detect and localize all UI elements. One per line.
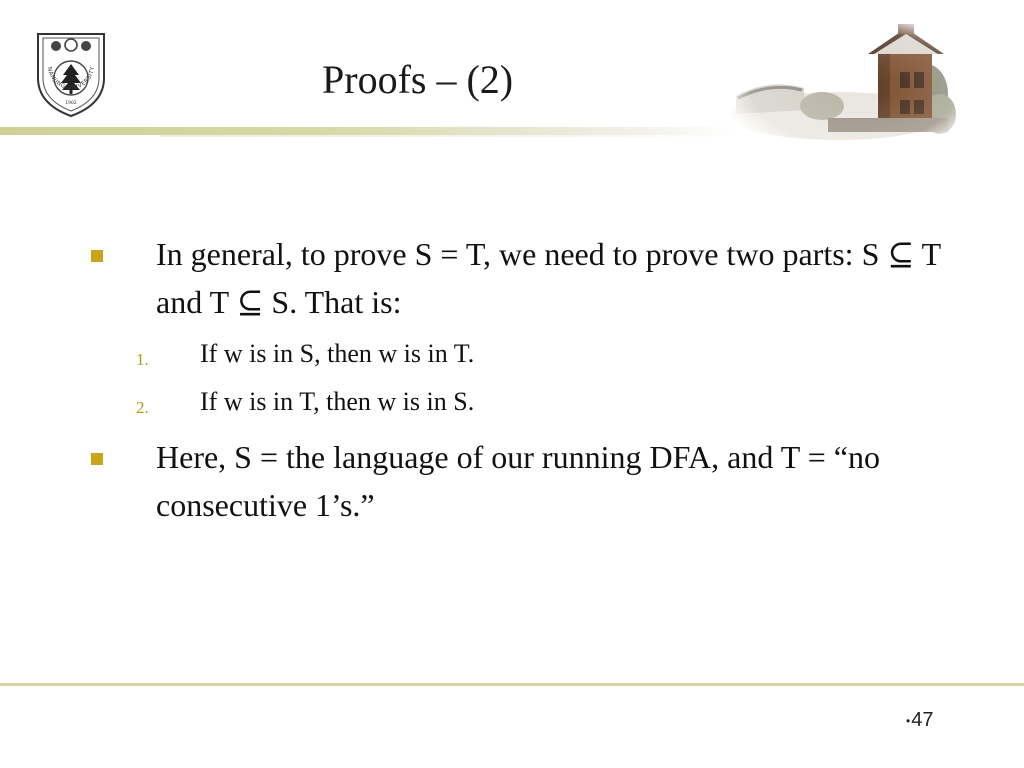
bullet-text: In general, to prove S = T, we need to prove two parts: S ⊆ T and T ⊆ S. That is: [156,236,941,320]
svg-text:1902: 1902 [65,101,77,106]
bullet-text: Here, S = the language of our running DFA, and T = “no consecutive 1’s.” [156,439,880,523]
page-number [906,708,933,733]
footer-divider [0,683,1024,686]
list-item-text: If w is in T, then w is in S. [200,387,475,416]
list-item-text: If w is in S, then w is in T. [200,339,475,368]
svg-text:NANJING UNIVERSITY: NANJING UNIVERSITY [45,65,97,92]
page-number-dot-icon: • [906,713,911,728]
bullet-square-icon [91,250,103,262]
list-number: 2. [136,398,149,417]
list-number: 1. [136,350,149,369]
bullet-square-icon [91,453,103,465]
slide-title: Proofs – (2) [322,57,514,102]
page-number-value: 47 [911,709,934,731]
